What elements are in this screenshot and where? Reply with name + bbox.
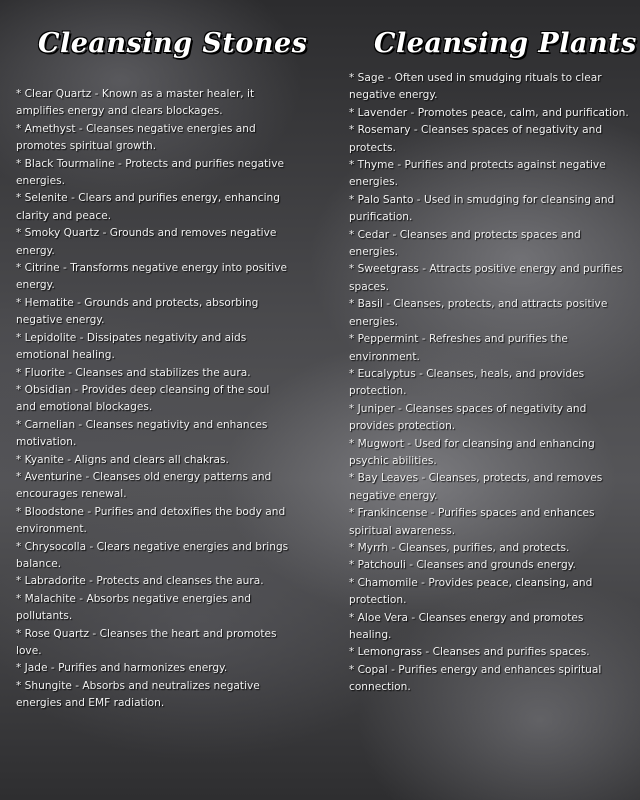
list-item: * Clear Quartz - Known as a master healer, it amplifies energy and clears blockages.	[16, 88, 255, 118]
list-item: * Copal - Purifies energy and enhances spiritual connection.	[349, 663, 602, 694]
list-item: * Bloodstone - Purifies and detoxifies the body and environment.	[16, 505, 286, 536]
list-item: * Thyme - Purifies and protects against negative energies.	[349, 159, 606, 189]
list-item: * Hematite - Grounds and protects, absorbing negative energy.	[16, 296, 259, 327]
list-item: * Chamomile - Provides peace, cleansing, and protection.	[349, 576, 593, 607]
list-item: * Malachite - Absorbs negative energies and pollutants.	[16, 592, 252, 623]
list-item: * Obsidian - Provides deep cleansing of the soul and emotional blockages.	[16, 383, 270, 414]
list-item: * Selenite - Clears and purifies energy, enhancing clarity and peace.	[16, 192, 280, 222]
list-item: * Juniper - Cleanses spaces of negativity and provides protection.	[349, 402, 587, 433]
list-item: * Shungite - Absorbs and neutralizes negative energies and EMF radiation.	[16, 679, 260, 710]
list-item: * Lemongrass - Cleanses and purifies spaces.	[349, 646, 590, 659]
list-item: * Sweetgrass - Attracts positive energy and purifies spaces.	[349, 263, 623, 293]
list-item: * Basil - Cleanses, protects, and attracts positive energies.	[349, 298, 608, 328]
list-item: * Patchouli - Cleanses and grounds energy.	[349, 559, 576, 572]
list-item: * Jade - Purifies and harmonizes energy.	[16, 662, 228, 675]
plants-list	[349, 70, 629, 697]
list-item: * Carnelian - Cleanses negativity and enhances motivation.	[16, 418, 268, 449]
list-item: * Chrysocolla - Clears negative energies and brings balance.	[16, 540, 289, 570]
list-item: * Rosemary - Cleanses spaces of negativity and protects.	[349, 124, 603, 154]
list-item: * Labradorite - Protects and cleanses the aura.	[16, 575, 264, 588]
list-item: * Sage - Often used in smudging rituals to clear negative energy.	[349, 72, 602, 102]
list-item: * Fluorite - Cleanses and stabilizes the aura.	[16, 366, 251, 379]
list-item: * Smoky Quartz - Grounds and removes negative energy.	[16, 227, 277, 257]
list-item: * Lepidolite - Dissipates negativity and aids emotional healing.	[16, 331, 247, 362]
list-item: * Eucalyptus - Cleanses, heals, and provides protection.	[349, 367, 585, 398]
list-item: * Peppermint - Refreshes and purifies the environment.	[349, 333, 568, 363]
list-item: * Lavender - Promotes peace, calm, and purification.	[349, 106, 629, 119]
list-item: * Myrrh - Cleanses, purifies, and protects.	[349, 541, 570, 554]
stones-list	[16, 86, 292, 713]
list-item: * Bay Leaves - Cleanses, protects, and removes negative energy.	[349, 472, 603, 502]
list-item: * Frankincense - Purifies spaces and enhances spiritual awareness.	[349, 507, 595, 537]
list-item: * Kyanite - Aligns and clears all chakras.	[16, 453, 229, 466]
list-item: * Citrine - Transforms negative energy into positive energy.	[16, 262, 288, 292]
list-item: * Mugwort - Used for cleansing and enhancing psychic abilities.	[349, 437, 595, 467]
plants-heading: Cleansing Plants	[374, 28, 637, 59]
list-item: * Palo Santo - Used in smudging for cleansing and purification.	[349, 193, 615, 224]
list-item: * Aventurine - Cleanses old energy patterns and encourages renewal.	[16, 470, 272, 501]
list-item: * Cedar - Cleanses and protects spaces and energies.	[349, 228, 581, 259]
list-item: * Rose Quartz - Cleanses the heart and promotes love.	[16, 627, 277, 657]
list-item: * Aloe Vera - Cleanses energy and promotes healing.	[349, 611, 584, 641]
stones-heading: Cleansing Stones	[38, 28, 308, 59]
list-item: * Black Tourmaline - Protects and purifies negative energies.	[16, 157, 285, 188]
list-item: * Amethyst - Cleanses negative energies and promotes spiritual growth.	[16, 122, 256, 153]
